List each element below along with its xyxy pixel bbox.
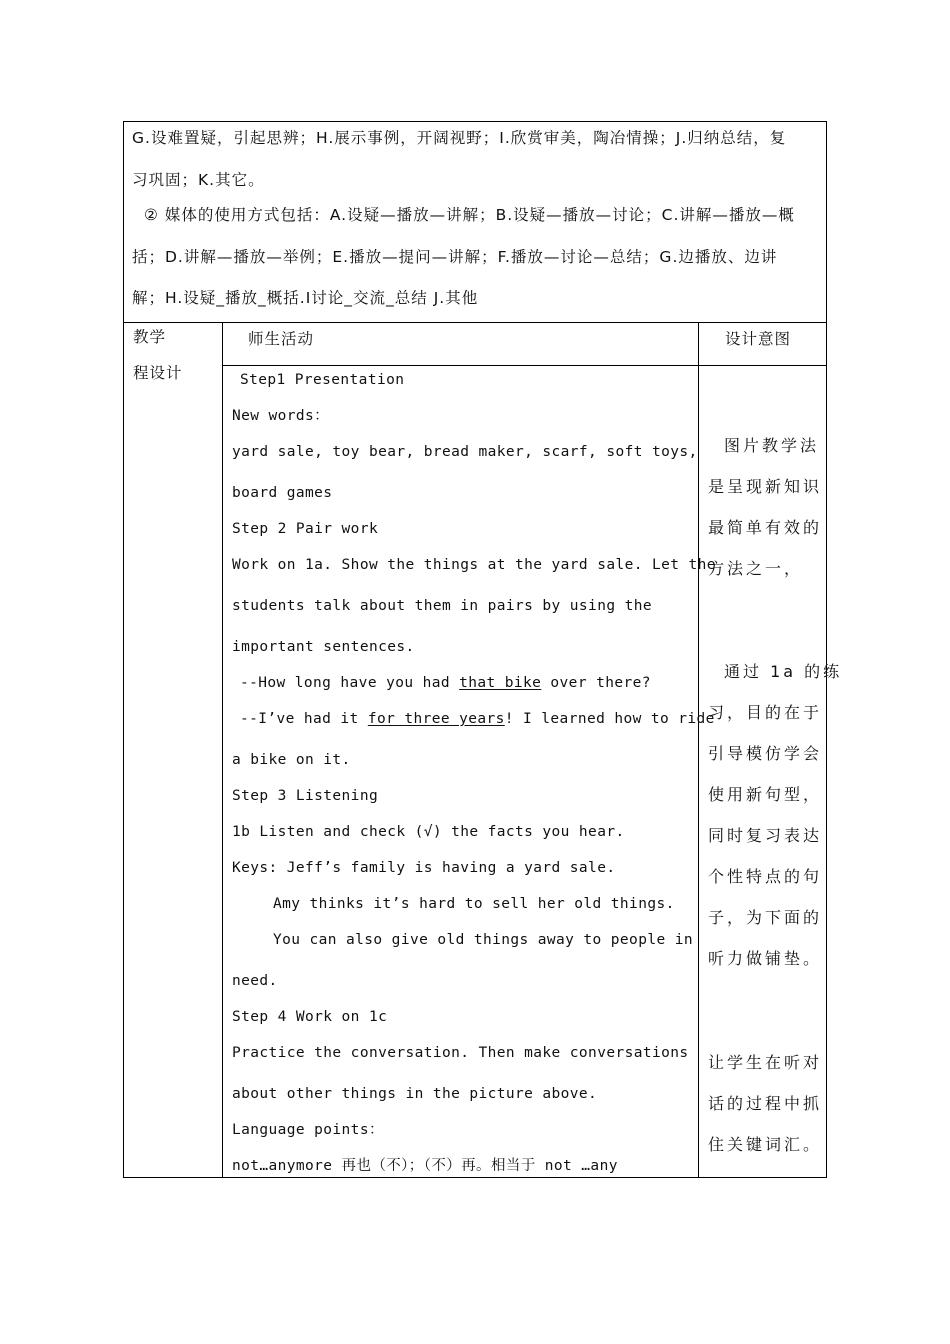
row-label-line-2: 程设计 <box>133 364 183 382</box>
row-label-line-1: 教学 <box>133 328 167 346</box>
media-usage-line-3: 解；H.设疑_播放_概括.I讨论_交流_总结 J.其他 <box>132 289 479 307</box>
media-usage-line-2: 括；D.讲解—播放—举例；E.播放—提问—讲解；F.播放—讨论—总结；G.边播放、边讲 <box>132 248 778 266</box>
example-question-start: --How long have you had <box>240 675 460 691</box>
column-header-intent: 设计意图 <box>725 330 792 348</box>
step-3-heading: Step 3 Listening <box>232 788 379 804</box>
intent-2-line-1: 通过 1a 的练 <box>724 662 843 681</box>
intent-1-line-1: 图片教学法 <box>724 436 820 455</box>
example-question-underlined: that bike <box>459 675 542 691</box>
keys-line-2: Amy thinks it’s hard to sell her old things. <box>273 896 675 912</box>
intent-2-line-5: 同时复习表达 <box>708 826 823 845</box>
intent-1-line-3: 最简单有效的 <box>708 518 823 537</box>
intent-1-line-4: 方法之一， <box>708 559 804 578</box>
new-words-label: New words： <box>232 408 330 424</box>
language-points-label: Language points： <box>232 1122 384 1138</box>
table-border-bottom <box>123 1177 827 1178</box>
intent-2-line-4: 使用新句型， <box>708 785 823 804</box>
keys-line-1: Keys: Jeff’s family is having a yard sale. <box>232 860 616 876</box>
example-answer-line-2: a bike on it. <box>232 752 351 768</box>
new-words-list-line-2: board games <box>232 485 333 501</box>
example-question-end: over there? <box>541 675 651 691</box>
example-answer-underlined: for three years <box>367 711 505 727</box>
intent-2-line-8: 听力做铺垫。 <box>708 949 823 968</box>
example-answer-start: --I’ve had it <box>240 711 368 727</box>
media-usage-line-1: ② 媒体的使用方式包括：A.设疑—播放—讲解；B.设疑—播放—讨论；C.讲解—播放—概 <box>144 206 795 224</box>
practice-line-2: about other things in the picture above. <box>232 1086 598 1102</box>
table-column-divider-1 <box>222 322 223 1178</box>
intent-2-line-2: 习，目的在于 <box>708 703 823 722</box>
work-1a-line-2: students talk about them in pairs by using the <box>232 598 652 614</box>
step-4-heading: Step 4 Work on 1c <box>232 1009 388 1025</box>
example-answer <box>240 709 715 729</box>
step-2-heading: Step 2 Pair work <box>232 521 379 537</box>
table-header-divider <box>222 365 827 366</box>
keys-line-3: You can also give old things away to people in <box>273 932 693 948</box>
language-point-not-anymore: not…anymore 再也（不）；（不）再。相当于 not …any <box>232 1158 618 1174</box>
column-header-activities: 师生活动 <box>248 330 315 348</box>
intent-2-line-3: 引导模仿学会 <box>708 744 823 763</box>
work-1a-line-1: Work on 1a. Show the things at the yard sale. Let the <box>232 557 716 573</box>
table-column-divider-2 <box>698 322 699 1178</box>
table-border-top <box>123 121 827 122</box>
example-answer-end: ! I learned how to ride <box>504 711 715 727</box>
new-words-list-line-1: yard sale, toy bear, bread maker, scarf, soft toys, <box>232 444 698 460</box>
intent-3-line-1: 让学生在听对 <box>708 1053 823 1072</box>
practice-line-1: Practice the conversation. Then make conversations <box>232 1045 689 1061</box>
intent-3-line-3: 住关键词汇。 <box>708 1135 823 1154</box>
work-1a-line-3: important sentences. <box>232 639 415 655</box>
step-1-heading: Step1 Presentation <box>240 372 405 388</box>
keys-line-4: need. <box>232 973 278 989</box>
media-function-line-2: 习巩固；K.其它。 <box>132 171 265 189</box>
table-row-divider <box>123 322 827 323</box>
media-function-line-1: G.设难置疑，引起思辨；H.展示事例，开阔视野；I.欣赏审美，陶冶情操；J.归纳总结，复 <box>132 129 787 147</box>
intent-3-line-2: 话的过程中抓 <box>708 1094 823 1113</box>
intent-1-line-2: 是呈现新知识 <box>708 477 823 496</box>
table-border-left <box>123 121 124 1178</box>
table-border-right <box>826 121 827 1178</box>
intent-2-line-7: 子，为下面的 <box>708 908 823 927</box>
example-question <box>240 673 651 693</box>
intent-2-line-6: 个性特点的句 <box>708 867 823 886</box>
listening-task: 1b Listen and check (√) the facts you hear. <box>232 824 625 840</box>
